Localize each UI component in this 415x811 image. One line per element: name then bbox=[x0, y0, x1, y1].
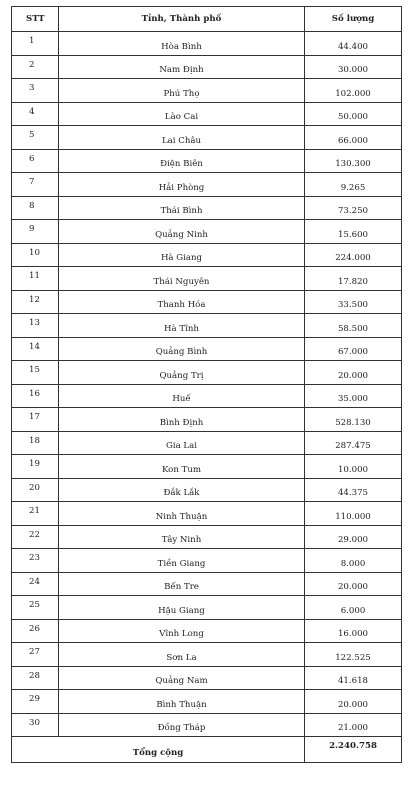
row-province: Hà Tĩnh bbox=[59, 314, 305, 338]
row-quantity: 15.600 bbox=[305, 220, 402, 244]
row-quantity: 10.000 bbox=[305, 455, 402, 479]
row-province: Bến Tre bbox=[59, 572, 305, 596]
row-stt: 5 bbox=[12, 126, 59, 150]
table-row bbox=[12, 102, 402, 126]
table-row bbox=[12, 455, 402, 479]
table-row bbox=[12, 572, 402, 596]
row-stt: 3 bbox=[12, 79, 59, 103]
row-province: Hà Giang bbox=[59, 243, 305, 267]
row-quantity: 17.820 bbox=[305, 267, 402, 291]
row-stt: 10 bbox=[12, 243, 59, 267]
row-quantity: 16.000 bbox=[305, 619, 402, 643]
row-stt: 21 bbox=[12, 502, 59, 526]
row-stt: 28 bbox=[12, 666, 59, 690]
table-row bbox=[12, 79, 402, 103]
header-stt: STT bbox=[12, 7, 59, 32]
row-quantity: 287.475 bbox=[305, 431, 402, 455]
table-row bbox=[12, 502, 402, 526]
row-province: Hải Phòng bbox=[59, 173, 305, 197]
row-province: Hòa Bình bbox=[59, 32, 305, 56]
row-stt: 20 bbox=[12, 478, 59, 502]
table-row bbox=[12, 196, 402, 220]
table-row bbox=[12, 290, 402, 314]
table-header bbox=[12, 7, 402, 32]
row-province: Bình Thuận bbox=[59, 690, 305, 714]
table-row bbox=[12, 337, 402, 361]
row-province: Bình Định bbox=[59, 408, 305, 432]
row-stt: 26 bbox=[12, 619, 59, 643]
row-province: Thanh Hóa bbox=[59, 290, 305, 314]
row-stt: 23 bbox=[12, 549, 59, 573]
row-quantity: 44.400 bbox=[305, 32, 402, 56]
table-row bbox=[12, 32, 402, 56]
row-province: Lào Cai bbox=[59, 102, 305, 126]
row-quantity: 9.265 bbox=[305, 173, 402, 197]
row-province: Điện Biên bbox=[59, 149, 305, 173]
row-quantity: 6.000 bbox=[305, 596, 402, 620]
table-row bbox=[12, 713, 402, 737]
row-quantity: 35.000 bbox=[305, 384, 402, 408]
row-province: Thái Nguyên bbox=[59, 267, 305, 291]
row-stt: 1 bbox=[12, 32, 59, 56]
table-row bbox=[12, 267, 402, 291]
row-quantity: 110.000 bbox=[305, 502, 402, 526]
row-stt: 2 bbox=[12, 55, 59, 79]
row-stt: 24 bbox=[12, 572, 59, 596]
row-stt: 8 bbox=[12, 196, 59, 220]
table-body bbox=[12, 32, 402, 737]
row-quantity: 73.250 bbox=[305, 196, 402, 220]
row-stt: 4 bbox=[12, 102, 59, 126]
table-row bbox=[12, 549, 402, 573]
province-quantity-table bbox=[11, 6, 402, 763]
row-province: Nam Định bbox=[59, 55, 305, 79]
row-quantity: 21.000 bbox=[305, 713, 402, 737]
row-stt: 11 bbox=[12, 267, 59, 291]
table-row bbox=[12, 666, 402, 690]
row-quantity: 20.000 bbox=[305, 361, 402, 385]
row-province: Quảng Bình bbox=[59, 337, 305, 361]
table-row bbox=[12, 384, 402, 408]
total-value: 2.240.758 bbox=[305, 737, 402, 763]
row-quantity: 41.618 bbox=[305, 666, 402, 690]
row-province: Sơn La bbox=[59, 643, 305, 667]
row-stt: 6 bbox=[12, 149, 59, 173]
row-stt: 17 bbox=[12, 408, 59, 432]
row-quantity: 20.000 bbox=[305, 572, 402, 596]
table-row bbox=[12, 431, 402, 455]
row-quantity: 20.000 bbox=[305, 690, 402, 714]
header-quantity: Số lượng bbox=[305, 7, 402, 32]
row-quantity: 224.000 bbox=[305, 243, 402, 267]
row-province: Ninh Thuận bbox=[59, 502, 305, 526]
row-quantity: 29.000 bbox=[305, 525, 402, 549]
table-row bbox=[12, 126, 402, 150]
table-row bbox=[12, 690, 402, 714]
row-stt: 27 bbox=[12, 643, 59, 667]
row-province: Phú Thọ bbox=[59, 79, 305, 103]
row-stt: 14 bbox=[12, 337, 59, 361]
row-province: Hậu Giang bbox=[59, 596, 305, 620]
row-province: Thái Bình bbox=[59, 196, 305, 220]
table-row bbox=[12, 149, 402, 173]
row-province: Tây Ninh bbox=[59, 525, 305, 549]
table-row bbox=[12, 408, 402, 432]
row-quantity: 122.525 bbox=[305, 643, 402, 667]
table-row bbox=[12, 361, 402, 385]
row-stt: 29 bbox=[12, 690, 59, 714]
row-province: Huế bbox=[59, 384, 305, 408]
total-row bbox=[12, 737, 402, 763]
table-row bbox=[12, 314, 402, 338]
row-stt: 15 bbox=[12, 361, 59, 385]
row-province: Tiền Giang bbox=[59, 549, 305, 573]
row-quantity: 130.300 bbox=[305, 149, 402, 173]
table-row bbox=[12, 173, 402, 197]
table-row bbox=[12, 55, 402, 79]
row-stt: 7 bbox=[12, 173, 59, 197]
table-row bbox=[12, 619, 402, 643]
row-province: Quảng Trị bbox=[59, 361, 305, 385]
row-province: Đồng Tháp bbox=[59, 713, 305, 737]
row-quantity: 66.000 bbox=[305, 126, 402, 150]
row-province: Gia Lai bbox=[59, 431, 305, 455]
row-quantity: 33.500 bbox=[305, 290, 402, 314]
row-stt: 16 bbox=[12, 384, 59, 408]
row-stt: 30 bbox=[12, 713, 59, 737]
row-province: Quảng Nam bbox=[59, 666, 305, 690]
table-container bbox=[11, 6, 401, 763]
row-stt: 25 bbox=[12, 596, 59, 620]
table-row bbox=[12, 243, 402, 267]
header-province: Tỉnh, Thành phố bbox=[59, 7, 305, 32]
row-quantity: 102.000 bbox=[305, 79, 402, 103]
row-quantity: 67.000 bbox=[305, 337, 402, 361]
row-province: Vĩnh Long bbox=[59, 619, 305, 643]
row-province: Kon Tum bbox=[59, 455, 305, 479]
row-stt: 13 bbox=[12, 314, 59, 338]
row-quantity: 44.375 bbox=[305, 478, 402, 502]
table-row bbox=[12, 596, 402, 620]
row-province: Đắk Lắk bbox=[59, 478, 305, 502]
row-stt: 19 bbox=[12, 455, 59, 479]
row-stt: 12 bbox=[12, 290, 59, 314]
row-quantity: 50.000 bbox=[305, 102, 402, 126]
row-province: Lai Châu bbox=[59, 126, 305, 150]
row-quantity: 528.130 bbox=[305, 408, 402, 432]
header-row bbox=[12, 7, 402, 32]
total-label: Tổng cộng bbox=[12, 737, 305, 763]
row-quantity: 58.500 bbox=[305, 314, 402, 338]
row-stt: 22 bbox=[12, 525, 59, 549]
row-province: Quảng Ninh bbox=[59, 220, 305, 244]
row-stt: 18 bbox=[12, 431, 59, 455]
row-quantity: 8.000 bbox=[305, 549, 402, 573]
row-stt: 9 bbox=[12, 220, 59, 244]
row-quantity: 30.000 bbox=[305, 55, 402, 79]
table-row bbox=[12, 525, 402, 549]
table-row bbox=[12, 220, 402, 244]
table-row bbox=[12, 478, 402, 502]
table-footer bbox=[12, 737, 402, 763]
table-row bbox=[12, 643, 402, 667]
